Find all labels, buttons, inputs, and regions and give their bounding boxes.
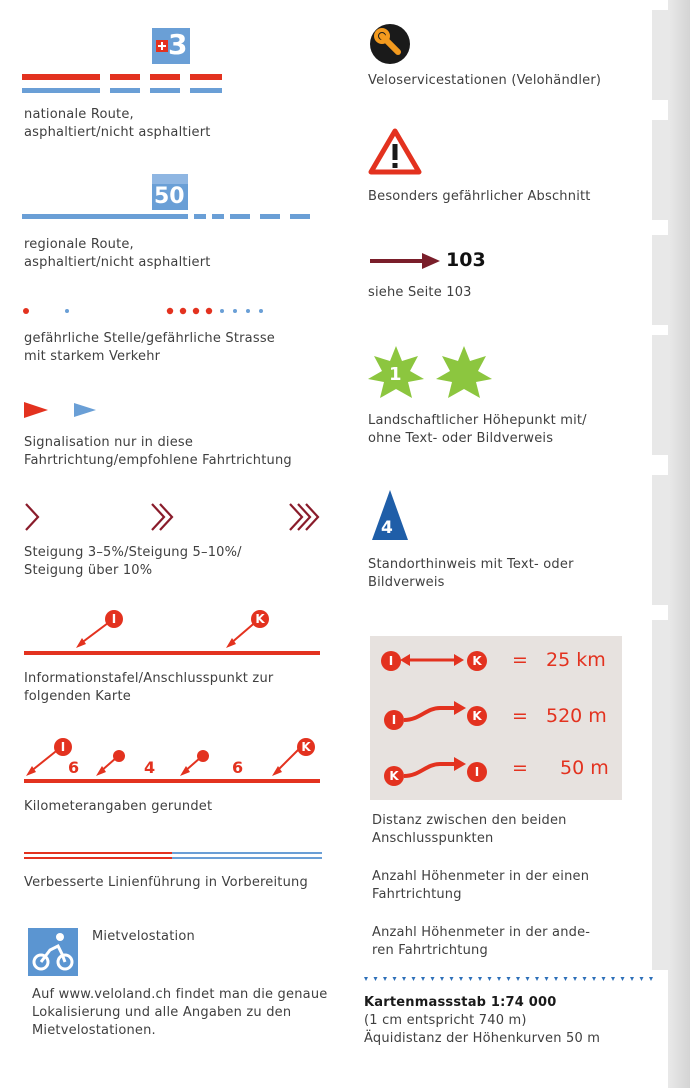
slope-label: Steigung 3–5%/Steigung 5–10%/ <box>24 545 242 560</box>
bike-rental-text-3: Mietvelostationen. <box>32 1023 156 1038</box>
national-route-badge <box>152 28 190 64</box>
scan-band <box>652 120 668 220</box>
info-label-2: folgenden Karte <box>24 689 131 704</box>
distance-label-2: Anschlusspunkten <box>372 831 494 846</box>
distance-label: Distanz zwischen den beiden <box>372 813 567 828</box>
distance-row2-start-marker: I <box>384 710 404 730</box>
scan-band <box>652 620 668 970</box>
national-route-label-2: asphaltiert/nicht asphaltiert <box>24 125 211 140</box>
page-arrow-icon <box>370 252 442 270</box>
info-pointer-lines <box>24 610 324 658</box>
distance-row2-equals: = <box>512 705 528 727</box>
regional-route-lines <box>22 210 232 222</box>
distance-row1-equals: = <box>512 649 528 671</box>
scale-line-2: Äquidistanz der Höhenkurven 50 m <box>364 1031 601 1046</box>
national-route-lines <box>22 68 232 98</box>
signal-label: Signalisation nur in diese <box>24 435 194 450</box>
km-label: Kilometerangaben gerundet <box>24 799 213 814</box>
bike-rental-title: Mietvelostation <box>92 929 195 944</box>
danger-label: gefährliche Stelle/gefährliche Strasse <box>24 331 275 346</box>
bike-rental-text: Auf www.veloland.ch findet man die genaue <box>32 987 328 1002</box>
service-label: Veloservicestationen (Velohändler) <box>368 73 602 88</box>
slope-chevrons <box>24 502 324 532</box>
scale-title: Kartenmassstab 1:74 000 <box>364 995 557 1010</box>
info-k-marker: K <box>251 610 269 628</box>
improved-label: Verbesserte Linienführung in Vorbereitung <box>24 875 308 890</box>
page-number: 103 <box>446 249 486 271</box>
distance-row2-value: 520 m <box>546 705 607 727</box>
location-label: Standorthinweis mit Text- oder <box>368 557 574 572</box>
km-value-1: 6 <box>68 758 80 777</box>
swiss-cross-icon <box>156 40 168 52</box>
distance-row1-value: 25 km <box>546 649 606 671</box>
distance-row1-end-marker: K <box>467 651 487 671</box>
bike-rental-text-2: Lokalisierung und alle Angaben zu den <box>32 1005 292 1020</box>
page-edge-shadow <box>668 0 690 1088</box>
highlight-label-2: ohne Text- oder Bildverweis <box>368 431 554 446</box>
signal-label-2: Fahrtrichtung/empfohlene Fahrtrichtung <box>24 453 292 468</box>
distance-row3-equals: = <box>512 757 528 779</box>
distance-row3-value: 50 m <box>560 757 609 779</box>
scan-band <box>652 335 668 455</box>
star-number: 1 <box>389 364 402 385</box>
info-i-marker: I <box>105 610 123 628</box>
regional-route-number: 50 <box>154 184 185 209</box>
regional-route-label-2: asphaltiert/nicht asphaltiert <box>24 255 211 270</box>
distance-row1-start-marker: I <box>381 651 401 671</box>
elevation-other-label-2: ren Fahrtrichtung <box>372 943 488 958</box>
red-arrow-icon <box>24 402 48 418</box>
scan-band <box>652 475 668 605</box>
regional-route-lines-dashed <box>230 214 330 220</box>
national-route-label: nationale Route, <box>24 107 134 122</box>
distance-row3-start-marker: K <box>384 766 404 786</box>
blue-arrow-icon <box>74 403 96 417</box>
wrench-icon <box>370 24 410 64</box>
scan-band <box>652 10 668 100</box>
highlight-label: Landschaftlicher Höhepunkt mit/ <box>368 413 587 428</box>
regional-route-badge <box>152 174 188 210</box>
scan-band <box>652 235 668 325</box>
bike-rental-icon <box>28 928 78 976</box>
dotted-divider <box>362 976 657 982</box>
elevation-other-label: Anzahl Höhenmeter in der ande- <box>372 925 591 940</box>
elevation-one-label: Anzahl Höhenmeter in der einen <box>372 869 590 884</box>
improved-route-lines <box>24 852 324 862</box>
location-number: 4 <box>381 518 393 538</box>
km-i-marker: I <box>54 738 72 756</box>
warning-triangle-icon <box>368 128 422 176</box>
regional-route-label: regionale Route, <box>24 237 134 252</box>
km-value-2: 4 <box>144 758 156 777</box>
distance-row2-end-marker: K <box>467 706 487 726</box>
distance-row3-end-marker: I <box>467 762 487 782</box>
danger-dots <box>20 304 270 318</box>
page-label: siehe Seite 103 <box>368 285 472 300</box>
km-value-3: 6 <box>232 758 244 777</box>
danger-label-2: mit starkem Verkehr <box>24 349 161 364</box>
km-k-marker: K <box>297 738 315 756</box>
location-label-2: Bildverweis <box>368 575 445 590</box>
national-route-number: 3 <box>168 28 188 61</box>
star-icon <box>436 346 492 400</box>
slope-label-2: Steigung über 10% <box>24 563 153 578</box>
scale-line-1: (1 cm entspricht 740 m) <box>364 1013 527 1028</box>
info-label: Informationstafel/Anschlusspunkt zur <box>24 671 274 686</box>
signal-arrows <box>24 400 104 420</box>
warning-label: Besonders gefährlicher Abschnitt <box>368 189 591 204</box>
elevation-one-label-2: Fahrtrichtung <box>372 887 462 902</box>
